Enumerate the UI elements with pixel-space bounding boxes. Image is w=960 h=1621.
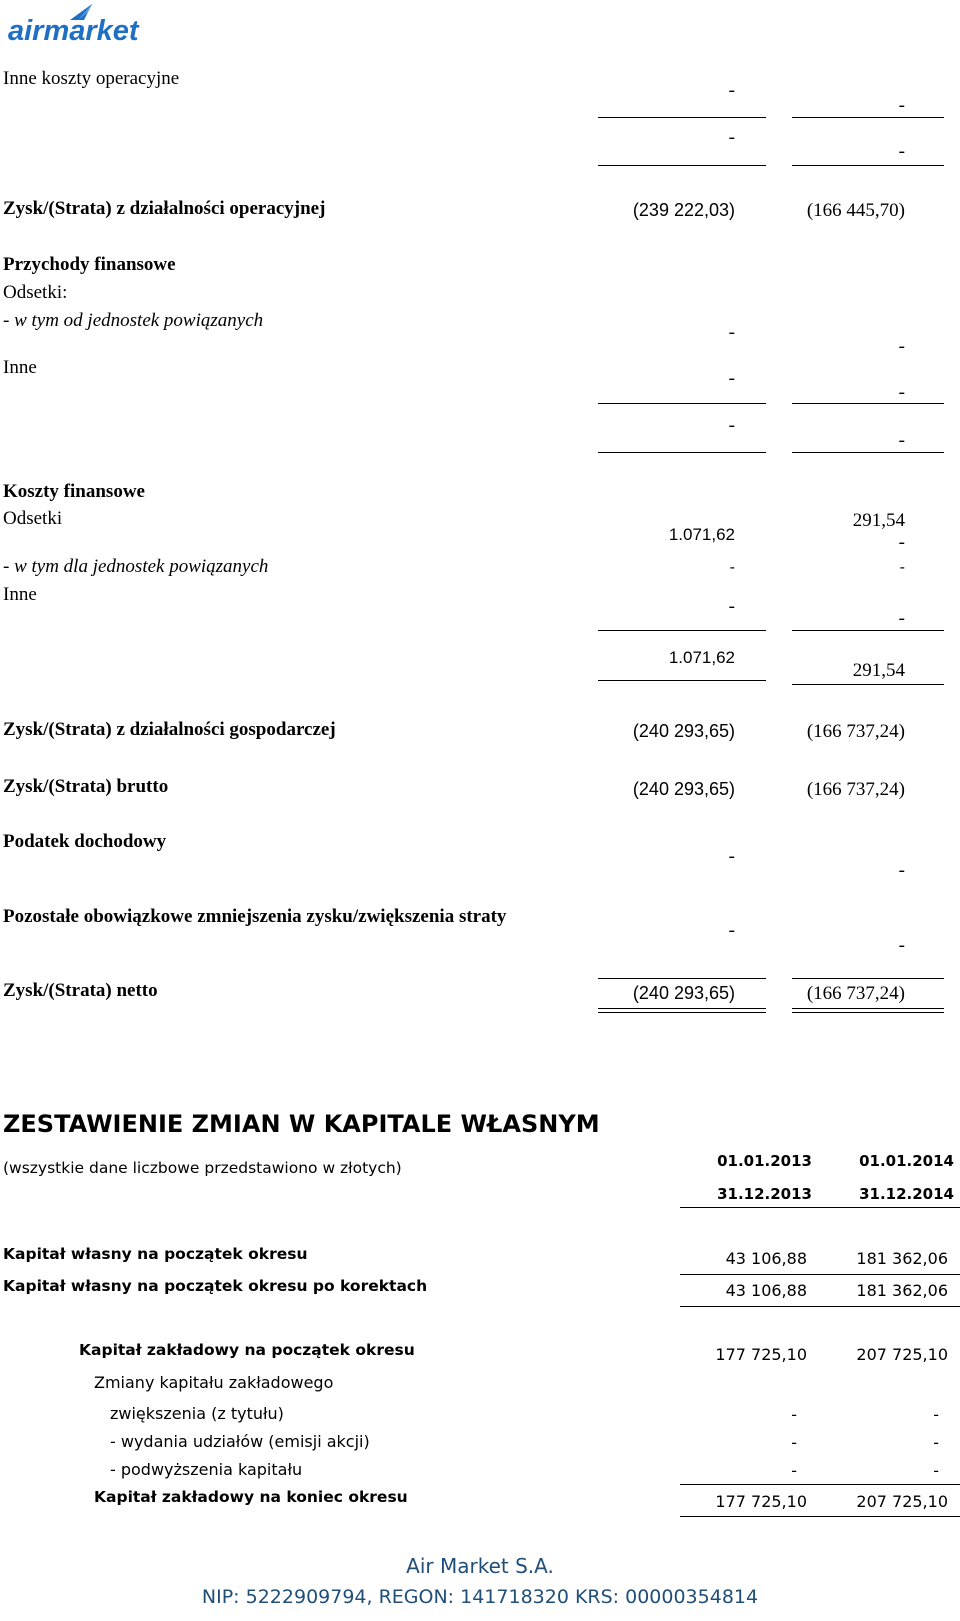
kw-pocz-v1: 43 106,88 xyxy=(725,1249,807,1268)
przychody-inne-label: Inne xyxy=(3,357,37,378)
zysk-brutto-v1: (240 293,65) xyxy=(632,779,735,799)
przychody-finansowe-label: Przychody finansowe xyxy=(3,254,176,275)
zysk-gospodarczy-v1: (240 293,65) xyxy=(632,721,735,741)
kz-koniec-label: Kapitał zakładowy na koniec okresu xyxy=(94,1488,408,1506)
kw-pocz-v2: 181 362,06 xyxy=(856,1249,948,1268)
koszty-odsetki-v2: 291,54 xyxy=(852,510,905,531)
rule xyxy=(792,684,944,685)
rule xyxy=(680,1207,820,1208)
przychody-w-tym-label: - w tym od jednostek powiązanych xyxy=(3,310,264,331)
koszty-total-v2: 291,54 xyxy=(852,660,905,681)
rule xyxy=(598,452,766,453)
pozostale-v1: - xyxy=(728,920,735,941)
kw-pocz-label: Kapitał własny na początek okresu xyxy=(3,1245,308,1263)
rule xyxy=(598,680,766,681)
wydania-v2: - xyxy=(933,1433,939,1452)
kz-pocz-v1: 177 725,10 xyxy=(715,1345,807,1364)
zysk-operacyjny-v2: (166 445,70) xyxy=(806,200,905,221)
logo-text: airmarket xyxy=(8,15,139,47)
inne-koszty-operacyjne-total-v1: - xyxy=(728,127,735,148)
zmiany-label: Zmiany kapitału zakładowego xyxy=(94,1373,334,1392)
double-rule xyxy=(792,1008,944,1013)
rule xyxy=(598,978,766,979)
koszty-inne-label: Inne xyxy=(3,584,37,605)
pozostale-label: Pozostałe obowiązkowe zmniejszenia zysku/zwiększenia straty xyxy=(3,906,507,927)
kz-pocz-label: Kapitał zakładowy na początek okresu xyxy=(79,1341,415,1359)
przychody-odsetki-label: Odsetki: xyxy=(3,282,68,303)
rule xyxy=(598,403,766,404)
rule xyxy=(680,1274,960,1275)
col2-to: 31.12.2014 xyxy=(859,1185,954,1203)
pozostale-v2: - xyxy=(898,935,905,956)
zysk-gospodarczy-v2: (166 737,24) xyxy=(806,721,905,742)
rule xyxy=(792,117,944,118)
podwyzszenia-v1: - xyxy=(791,1461,797,1480)
equity-heading: ZESTAWIENIE ZMIAN W KAPITALE WŁASNYM xyxy=(3,1110,600,1138)
przychody-w-tym-v1: - xyxy=(728,322,735,343)
koszty-w-tym-v2: - xyxy=(899,559,905,576)
rule xyxy=(792,403,944,404)
rule xyxy=(598,630,766,631)
kw-pocz-kor-label: Kapitał własny na początek okresu po korektach xyxy=(3,1277,428,1295)
podwyzszenia-v2: - xyxy=(933,1461,939,1480)
zysk-netto-v2: (166 737,24) xyxy=(806,983,905,1004)
przychody-inne-v1: - xyxy=(728,368,735,389)
zysk-operacyjny-label: Zysk/(Strata) z działalności operacyjnej xyxy=(3,198,326,219)
rule xyxy=(680,1484,960,1485)
zysk-brutto-label: Zysk/(Strata) brutto xyxy=(3,776,169,797)
koszty-odsetki-v1: 1.071,62 xyxy=(668,525,735,544)
kz-pocz-v2: 207 725,10 xyxy=(856,1345,948,1364)
zysk-netto-label: Zysk/(Strata) netto xyxy=(3,980,158,1001)
footer-company: Air Market S.A. xyxy=(406,1554,554,1578)
zysk-gospodarczy-label: Zysk/(Strata) z działalności gospodarczej xyxy=(3,719,336,740)
koszty-w-tym-label: - w tym dla jednostek powiązanych xyxy=(3,556,269,577)
koszty-odsetki-v2-dash: - xyxy=(898,532,905,553)
przychody-total-v2: - xyxy=(898,430,905,451)
zysk-brutto-v2: (166 737,24) xyxy=(806,779,905,800)
rule xyxy=(792,978,944,979)
rule xyxy=(820,1207,960,1208)
footer-ids: NIP: 5222909794, REGON: 141718320 KRS: 00000354814 xyxy=(201,1586,759,1608)
przychody-inne-v2: - xyxy=(898,382,905,403)
rule xyxy=(792,452,944,453)
koszty-inne-v1: - xyxy=(728,596,735,617)
wydania-label: - wydania udziałów (emisji akcji) xyxy=(110,1432,370,1451)
podatek-v1: - xyxy=(728,846,735,867)
zwiekszenia-label: zwiększenia (z tytułu) xyxy=(110,1404,284,1423)
rule xyxy=(792,630,944,631)
col1-from: 01.01.2013 xyxy=(717,1152,812,1170)
col1-to: 31.12.2013 xyxy=(717,1185,812,1203)
podwyzszenia-label: - podwyższenia kapitału xyxy=(110,1460,303,1479)
podatek-v2: - xyxy=(898,860,905,881)
koszty-finansowe-label: Koszty finansowe xyxy=(3,481,145,502)
koszty-w-tym-v1: - xyxy=(729,559,735,576)
rule xyxy=(680,1306,960,1307)
double-rule xyxy=(598,1008,766,1013)
podatek-label: Podatek dochodowy xyxy=(3,831,167,852)
inne-koszty-operacyjne-v2: - xyxy=(898,95,905,116)
col2-from: 01.01.2014 xyxy=(859,1152,954,1170)
equity-subtitle: (wszystkie dane liczbowe przedstawiono w złotych) xyxy=(3,1159,402,1177)
zwiekszenia-v1: - xyxy=(791,1405,797,1424)
airmarket-logo xyxy=(8,0,148,50)
zysk-netto-v1: (240 293,65) xyxy=(632,983,735,1003)
inne-koszty-operacyjne-v1: - xyxy=(728,80,735,101)
rule xyxy=(598,165,766,166)
inne-koszty-operacyjne-total-v2: - xyxy=(898,141,905,162)
kw-pocz-kor-v2: 181 362,06 xyxy=(856,1281,948,1300)
kz-koniec-v1: 177 725,10 xyxy=(715,1492,807,1511)
koszty-inne-v2: - xyxy=(898,608,905,629)
zwiekszenia-v2: - xyxy=(933,1405,939,1424)
koszty-total-v1: 1.071,62 xyxy=(668,648,735,667)
rule xyxy=(792,165,944,166)
zysk-operacyjny-v1: (239 222,03) xyxy=(632,200,735,220)
przychody-w-tym-v2: - xyxy=(898,336,905,357)
wydania-v1: - xyxy=(791,1433,797,1452)
kw-pocz-kor-v1: 43 106,88 xyxy=(725,1281,807,1300)
kz-koniec-v2: 207 725,10 xyxy=(856,1492,948,1511)
przychody-total-v1: - xyxy=(728,415,735,436)
rule xyxy=(598,117,766,118)
koszty-odsetki-label: Odsetki xyxy=(3,508,63,529)
rule xyxy=(680,1516,960,1517)
inne-koszty-operacyjne-label: Inne koszty operacyjne xyxy=(3,68,180,89)
